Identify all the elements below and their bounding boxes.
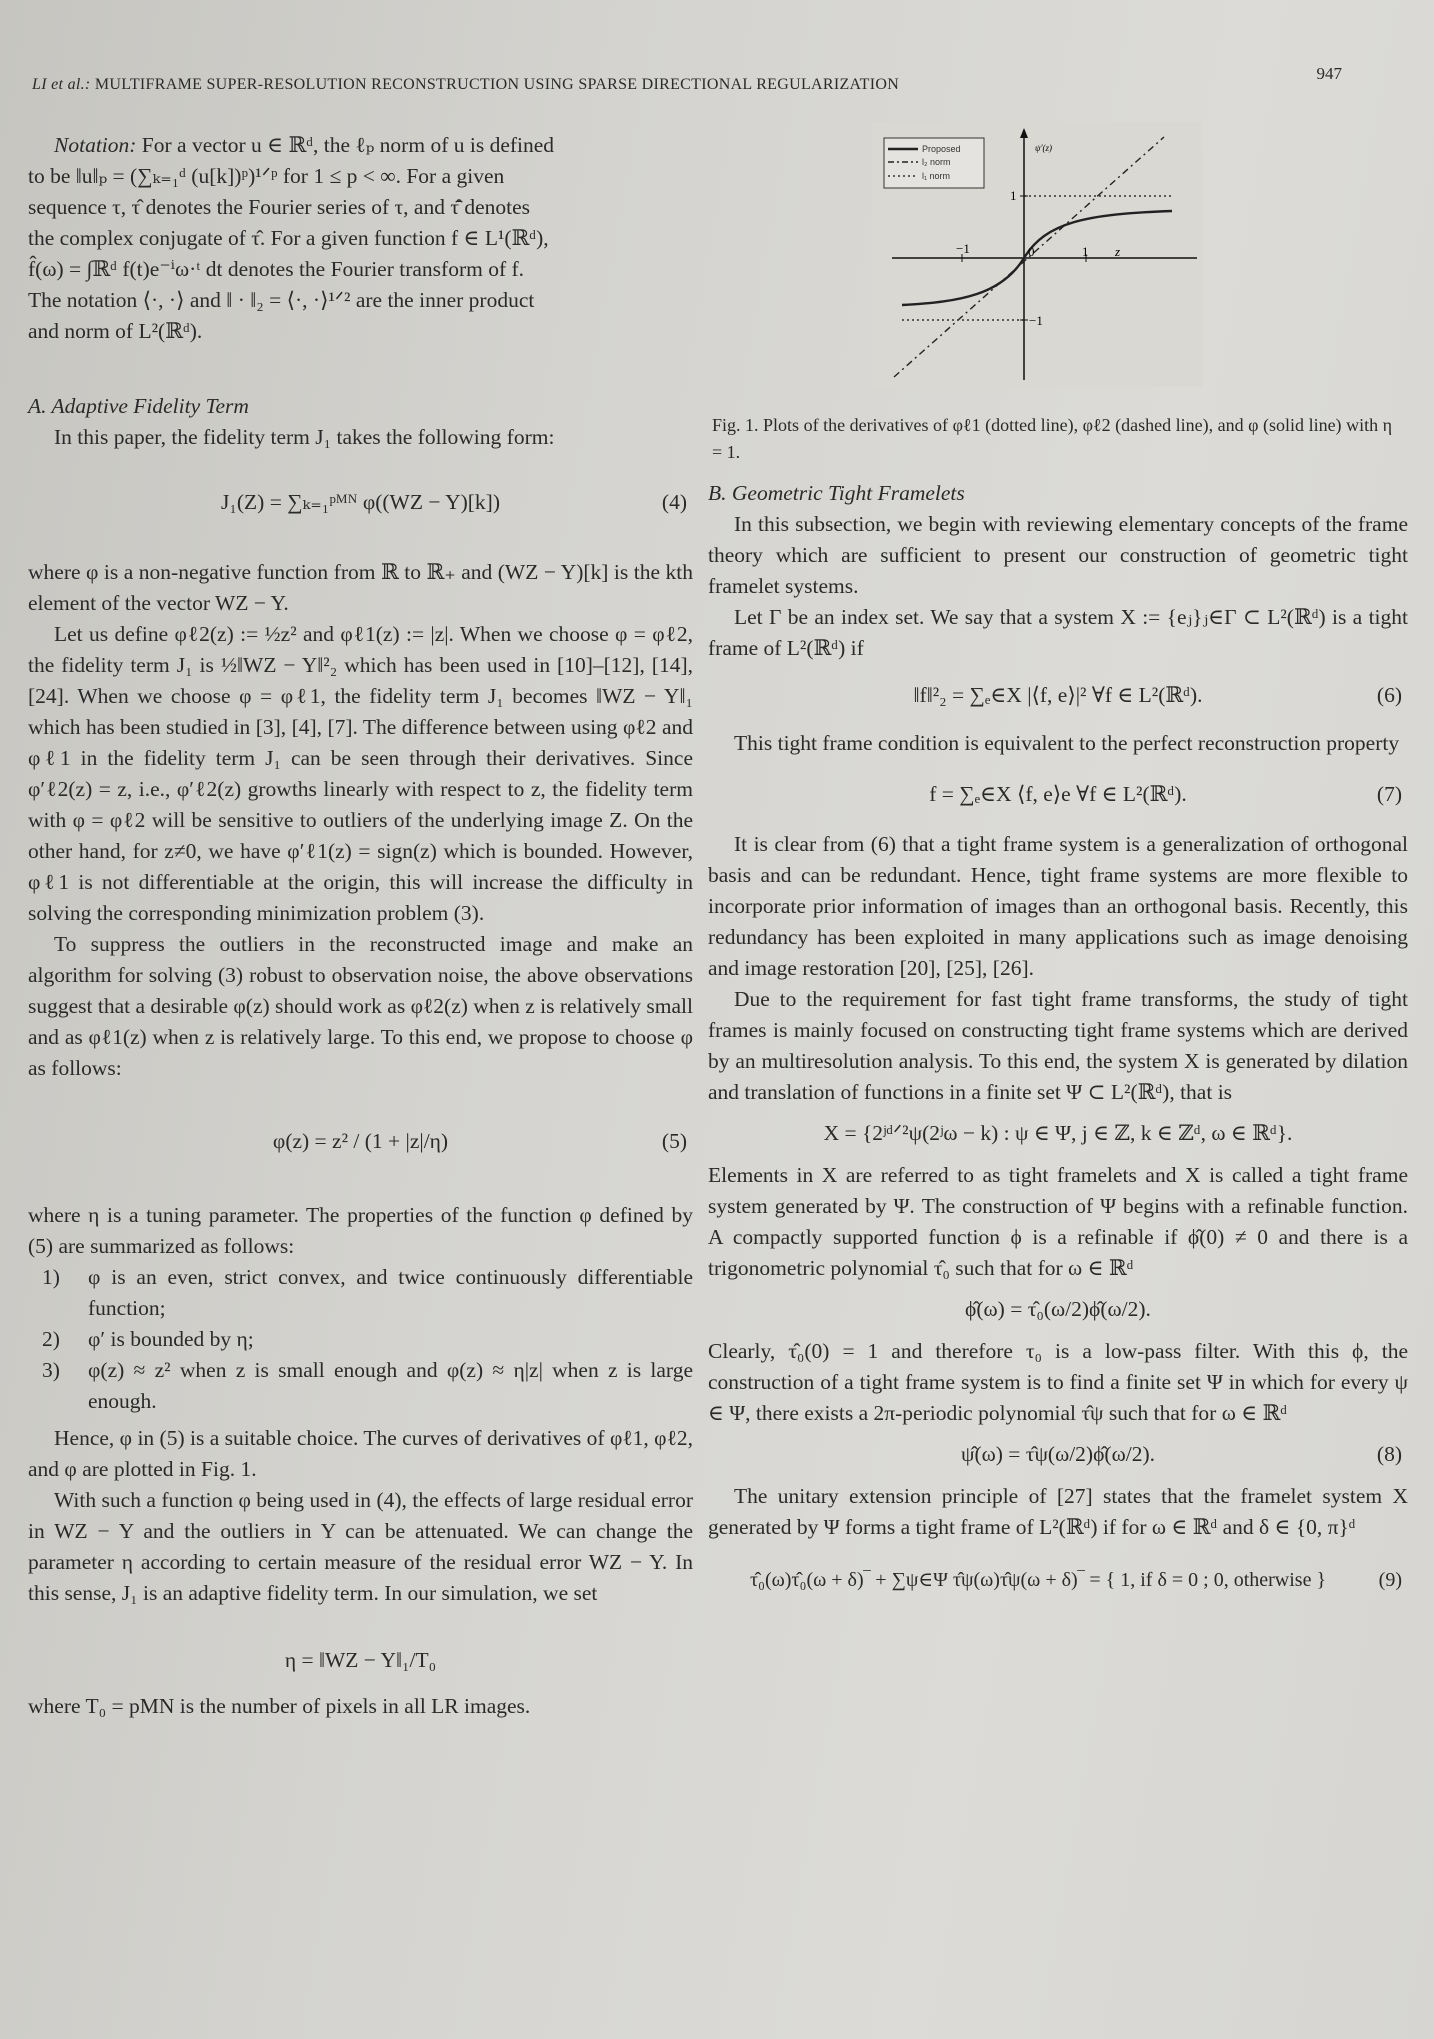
para-b2: Let Γ be an index set. We say that a system X := {eⱼ}ⱼ∈Γ ⊂ L²(ℝᵈ) is a tight frame of L²(ℝᵈ) if (708, 605, 1408, 660)
tick-label-x-1: 1 (1082, 244, 1089, 259)
para-a7: With such a function φ being used in (4), the effects of large residual error in WZ − Y and the outliers in Y can be attenuated. We can change the parameter η according to certain measure of the residual error WZ − Y. In this sense, J₁ is an adaptive fidelity term. In our simulation, we set (28, 1488, 693, 1605)
header-title: MULTIFRAME SUPER-RESOLUTION RECONSTRUCTION USING SPARSE DIRECTIONAL REGULARIZATION (94, 76, 900, 93)
property-number: 1) (42, 1265, 60, 1289)
para-a8: where T₀ = pMN is the number of pixels in all LR images. (28, 1694, 531, 1718)
notation-line-6: and norm of L²(ℝᵈ). (28, 319, 203, 343)
equation-4-number: (4) (661, 490, 687, 514)
para-b1: In this subsection, we begin with reviewing elementary concepts of the frame theory which are sufficient to present our construction of geometric tight framelet systems. (708, 512, 1408, 598)
equation-9 (708, 1549, 1408, 1611)
equation-5-body: φ(z) = z² / (1 + |z|/η) (272, 1129, 449, 1153)
para-b3: This tight frame condition is equivalent to the perfect reconstruction property (734, 731, 1400, 755)
tick-label-y-1: 1 (1010, 188, 1017, 203)
equation-9-body: τ̂₀(ω)τ̂₀(ω + δ)‾ + ∑ψ∈Ψ τ̂ψ(ω)τ̂ψ(ω + δ)‾ = { 1, if δ = 0 ; 0, otherwise } (749, 1569, 1327, 1591)
left-column (28, 130, 693, 1722)
property-text: φ′ is bounded by η; (88, 1327, 254, 1351)
equation-7 (708, 765, 1408, 823)
running-header (32, 64, 1342, 104)
equation-6-number: (6) (1376, 683, 1402, 707)
figure-1 (712, 122, 1402, 522)
equation-5 (28, 1090, 693, 1194)
equation-eta (28, 1615, 693, 1685)
y-axis-label: ψ′(z) (1035, 143, 1053, 153)
equation-8-body: ψ̂(ω) = τ̂ψ(ω/2)ϕ̂(ω/2). (961, 1442, 1155, 1466)
legend-l2: l₂ norm (922, 157, 951, 167)
equation-eta-body: η = ‖WZ − Y‖₁/T₀ (284, 1648, 437, 1672)
equation-x (708, 1114, 1408, 1154)
notation-line-3: the complex conjugate of τ̂. For a given function f ∈ L¹(ℝᵈ), (28, 226, 549, 250)
notation-line-0: For a vector u ∈ ℝᵈ, the ℓₚ norm of u is defined (141, 133, 555, 157)
equation-4-body: J₁(Z) = ∑ₖ₌₁ᵖᴹᴺ φ((WZ − Y)[k]) (221, 490, 500, 514)
right-column (708, 478, 1408, 1617)
notation-heading: Notation: (54, 133, 137, 157)
equation-phi-body: ϕ̂(ω) = τ̂₀(ω/2)ϕ̂(ω/2). (965, 1297, 1151, 1321)
property-text: φ is an even, strict convex, and twice continuously differentiable function; (88, 1265, 693, 1320)
para-b8: The unitary extension principle of [27] states that the framelet system X generated by Ψ forms a tight frame of L²(ℝᵈ) if for ω ∈ ℝᵈ and δ ∈ {0, π}ᵈ (708, 1484, 1408, 1539)
property-number: 2) (42, 1327, 60, 1351)
equation-7-number: (7) (1376, 782, 1402, 806)
tick-label-x-0: 0 (1028, 244, 1035, 259)
equation-x-body: X = {2ʲᵈᐟ²ψ(2ʲω − k) : ψ ∈ Ψ, j ∈ ℤ, k ∈ ℤᵈ, ω ∈ ℝᵈ}. (823, 1121, 1293, 1145)
notation-first-line (54, 130, 693, 161)
equation-5-number: (5) (661, 1129, 687, 1153)
legend-proposed: Proposed (922, 144, 961, 154)
equation-9-number: (9) (1378, 1569, 1402, 1591)
para-b5: Due to the requirement for fast tight frame transforms, the study of tight frames is mainly focused on constructing tight frame systems which are derived by an multiresolution analysis. To this end, the system X is generated by dilation and translation of functions in a finite set Ψ ⊂ L²(ℝᵈ), that is (708, 987, 1408, 1104)
para-a2: where φ is a non-negative function from ℝ to ℝ₊ and (WZ − Y)[k] is the kth element of the vector WZ − Y. (28, 560, 693, 615)
para-a1: In this paper, the fidelity term J₁ takes the following form: (54, 425, 555, 449)
para-b4: It is clear from (6) that a tight frame system is a generalization of orthogonal basis and can be redundant. Hence, tight frame systems are more flexible to incorporate prior information of images than an orthogonal basis. Recently, this redundancy has been exploited in many applications such as image denoising and image restoration [20], [25], [26]. (708, 832, 1408, 980)
para-a6: Hence, φ in (5) is a suitable choice. The curves of derivatives of φℓ1, φℓ2, and φ are plotted in Fig. 1. (28, 1426, 693, 1481)
header-authors: LI et al.: (32, 76, 91, 93)
properties-list (28, 1262, 693, 1417)
section-a-heading: A. Adaptive Fidelity Term (28, 394, 249, 418)
tick-label-x-neg1: −1 (956, 241, 970, 256)
para-a4: To suppress the outliers in the reconstructed image and make an algorithm for solving (3) robust to observation noise, the above observations suggest that a desirable φ(z) should work as φℓ2(z) when z is relatively small and as φℓ1(z) when z is relatively large. To this end, we propose to choose φ as follows: (28, 932, 693, 1080)
para-b6: Elements in X are referred to as tight framelets and X is called a tight frame system generated by Ψ. The construction of Ψ begins with a refinable function. A compactly supported function ϕ is a refinable if ϕ̂(0) ≠ 0 and there is a trigonometric polynomial τ̂₀ such that for ω ∈ ℝᵈ (708, 1163, 1408, 1280)
page-number: 947 (1316, 64, 1342, 83)
notation-line-1: to be ‖u‖ₚ = (∑ₖ₌₁ᵈ (u[k])ᵖ)¹ᐟᵖ for 1 ≤ p < ∞. For a given (28, 164, 505, 188)
equation-6 (708, 670, 1408, 722)
property-item (28, 1262, 693, 1324)
equation-phi (708, 1290, 1408, 1330)
notation-line-4: f̂(ω) = ∫ℝᵈ f(t)e⁻ⁱω·ᵗ dt denotes the Fourier transform of f. (28, 257, 525, 281)
equation-8 (708, 1435, 1408, 1475)
notation-line-2: sequence τ, τ̂ denotes the Fourier series of τ, and τ̂̄ denotes (28, 195, 531, 219)
notation-line-5: The notation ⟨·, ·⟩ and ‖ · ‖₂ = ⟨·, ·⟩¹ᐟ² are the inner product (28, 288, 535, 312)
equation-7-body: f = ∑ₑ∈X ⟨f, e⟩e ∀f ∈ L²(ℝᵈ). (929, 782, 1187, 806)
figure-1-plot (872, 122, 1202, 387)
property-text: φ(z) ≈ z² when z is small enough and φ(z) ≈ η|z| when z is large enough. (88, 1358, 693, 1413)
tick-label-x-z: z (1115, 244, 1121, 259)
legend-l1: l₁ norm (922, 171, 951, 181)
property-item (28, 1324, 693, 1355)
equation-4 (28, 459, 693, 551)
para-a3: Let us define φℓ2(z) := ½z² and φℓ1(z) := |z|. When we choose φ = φℓ2, the fidelity term J₁ is ½‖WZ − Y‖²₂ which has been used in [10]–[12], [14], [24]. When we choose φ = φℓ1, the fidelity term J₁ becomes ‖WZ − Y‖₁ which has been studied in [3], [4], [7]. The difference between using φℓ2 and φℓ1 in the fidelity term J₁ can be seen through their derivatives. Since φ′ℓ2(z) = z, i.e., φ′ℓ2(z) growths linearly with respect to z, the fidelity term with φ = φℓ2 will be sensitive to outliers of the underlying image Z. On the other hand, for z≠0, we have φ′ℓ1(z) = sign(z) which is bounded. However, φℓ1 is not differentiable at the origin, this will increase the difficulty in solving the corresponding minimization problem (3). (28, 622, 693, 925)
property-number: 3) (42, 1358, 60, 1382)
tick-label-y-neg1: −1 (1029, 313, 1043, 328)
equation-6-body: ‖f‖²₂ = ∑ₑ∈X |⟨f, e⟩|² ∀f ∈ L²(ℝᵈ). (913, 683, 1203, 707)
equation-8-number: (8) (1376, 1442, 1402, 1466)
para-b7: Clearly, τ̂₀(0) = 1 and therefore τ₀ is a low-pass filter. With this ϕ, the construction of a tight frame system is to find a finite set Ψ in which for every ψ ∈ Ψ, there exists a 2π-periodic polynomial τ̂ψ such that for ω ∈ ℝᵈ (708, 1339, 1408, 1425)
figure-1-caption: Fig. 1. Plots of the derivatives of φℓ1 (dotted line), φℓ2 (dashed line), and φ (solid line) with η = 1. (712, 415, 1392, 462)
section-b-heading: B. Geometric Tight Framelets (708, 481, 965, 505)
header-title-line (32, 76, 899, 94)
property-item (28, 1355, 693, 1417)
para-a5: where η is a tuning parameter. The properties of the function φ defined by (5) are summarized as follows: (28, 1203, 693, 1258)
